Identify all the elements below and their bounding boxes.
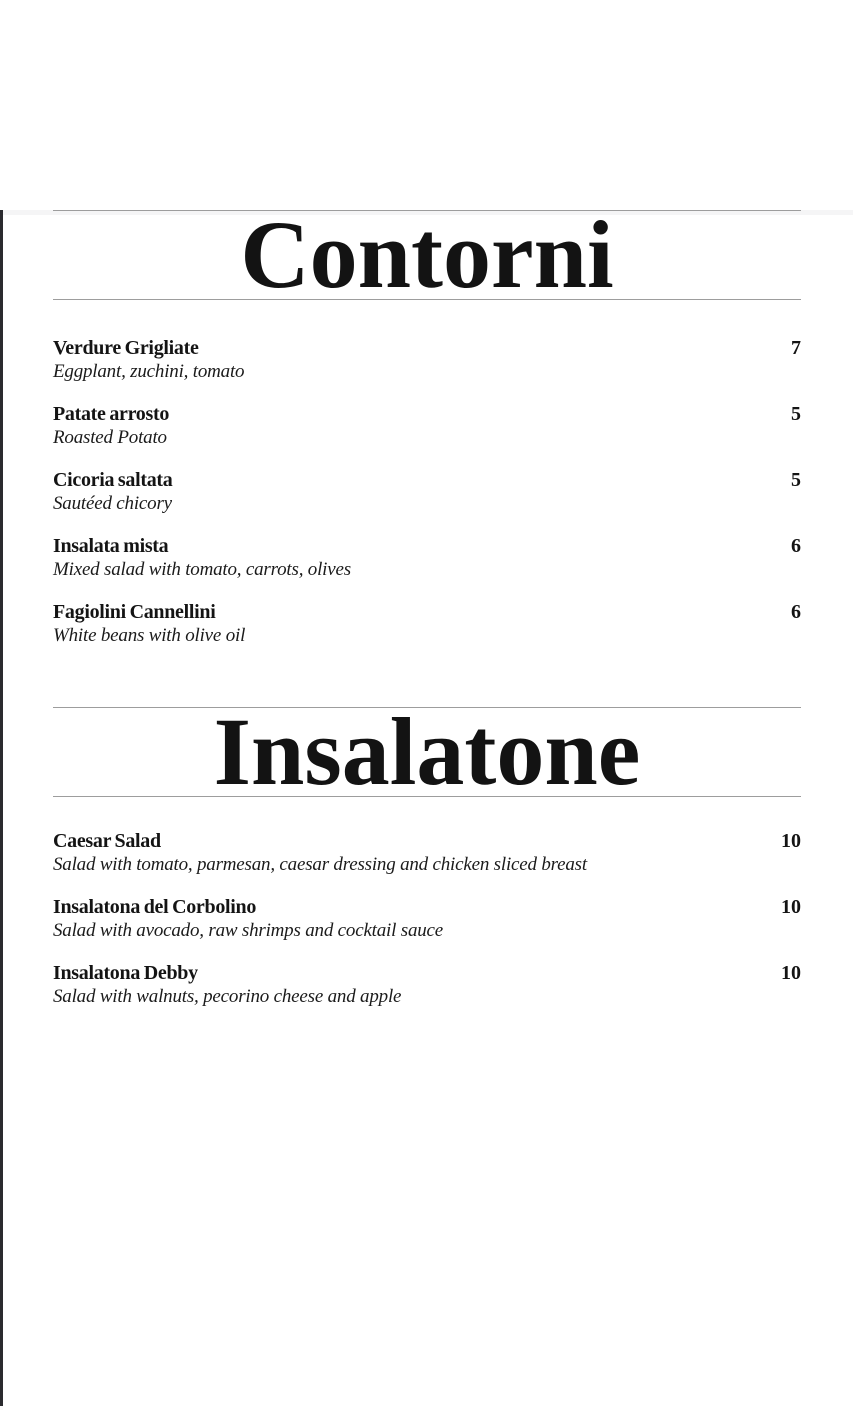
menu-item bbox=[53, 961, 801, 1009]
item-row bbox=[53, 534, 801, 558]
item-price: 6 bbox=[791, 535, 801, 557]
item-description: Roasted Potato bbox=[53, 427, 167, 448]
menu-page bbox=[0, 201, 853, 1009]
item-price: 6 bbox=[791, 601, 801, 623]
item-description: Mixed salad with tomato, carrots, olives bbox=[53, 559, 351, 580]
section-items bbox=[53, 797, 801, 1009]
menu-item bbox=[53, 402, 801, 450]
item-description: Salad with avocado, raw shrimps and cocktail sauce bbox=[53, 920, 444, 941]
item-price: 10 bbox=[781, 830, 801, 852]
menu-section-contorni bbox=[53, 201, 801, 648]
item-description: Salad with walnuts, pecorino cheese and apple bbox=[53, 986, 402, 1007]
item-name: Fagiolini Cannellini bbox=[53, 601, 216, 623]
item-row bbox=[53, 600, 801, 624]
item-description: Eggplant, zuchini, tomato bbox=[53, 361, 245, 382]
item-name: Insalatona del Corbolino bbox=[53, 896, 257, 918]
section-title-block bbox=[53, 698, 801, 805]
section-items bbox=[53, 300, 801, 648]
item-row bbox=[53, 829, 801, 853]
item-row bbox=[53, 895, 801, 919]
page-left-edge-foot bbox=[0, 1406, 3, 1410]
item-description: White beans with olive oil bbox=[53, 625, 246, 646]
item-name: Insalata mista bbox=[53, 535, 169, 557]
menu-item bbox=[53, 468, 801, 516]
section-title: Insalatone bbox=[213, 698, 641, 805]
item-description: Sautéed chicory bbox=[53, 493, 172, 514]
menu-section-insalatone bbox=[53, 698, 801, 1009]
item-row bbox=[53, 336, 801, 360]
menu-item bbox=[53, 534, 801, 582]
item-row bbox=[53, 402, 801, 426]
menu-item bbox=[53, 895, 801, 943]
item-name: Insalatona Debby bbox=[53, 962, 198, 984]
item-price: 10 bbox=[781, 962, 801, 984]
item-name: Verdure Grigliate bbox=[53, 337, 199, 359]
item-name: Patate arrosto bbox=[53, 403, 170, 425]
item-price: 5 bbox=[791, 403, 801, 425]
section-title-block bbox=[53, 201, 801, 308]
menu-item bbox=[53, 600, 801, 648]
menu-item bbox=[53, 829, 801, 877]
item-price: 5 bbox=[791, 469, 801, 491]
menu-item bbox=[53, 336, 801, 384]
item-price: 7 bbox=[791, 337, 801, 359]
item-name: Caesar Salad bbox=[53, 830, 161, 852]
item-price: 10 bbox=[781, 896, 801, 918]
item-row bbox=[53, 468, 801, 492]
section-title: Contorni bbox=[240, 201, 614, 308]
item-description: Salad with tomato, parmesan, caesar dressing and chicken sliced breast bbox=[53, 854, 587, 875]
item-name: Cicoria saltata bbox=[53, 469, 173, 491]
item-row bbox=[53, 961, 801, 985]
